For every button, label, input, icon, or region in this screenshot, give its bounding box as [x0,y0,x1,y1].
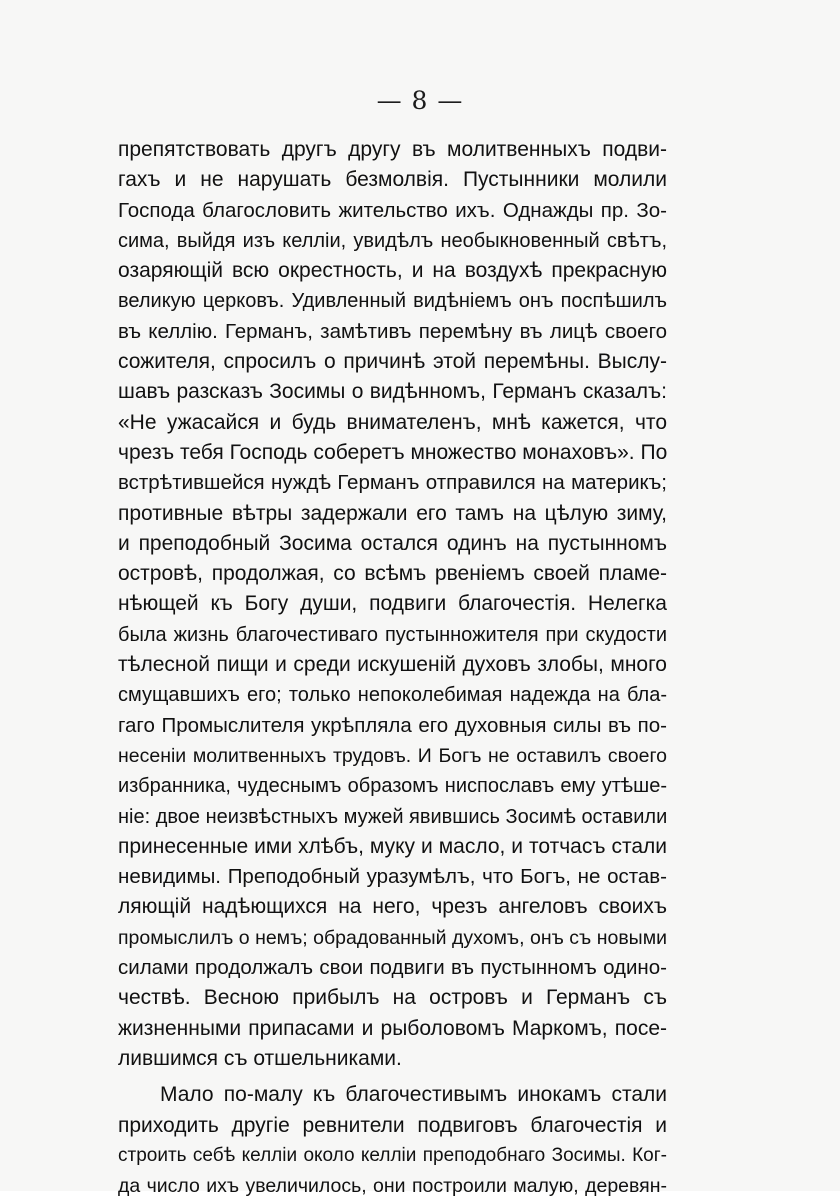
text-line: принесенные ими хлѣбъ, муку и масло, и тотчасъ стали [118,834,667,858]
text-line: гахъ и не нарушать безмолвія. Пустынники молили [118,168,667,192]
text-line: чествѣ. Весною прибылъ на островъ и Германъ съ [118,986,667,1010]
text-line: въ келлію. Германъ, замѣтивъ перемѣну въ лицѣ своего [118,319,667,343]
text-line: чрезъ тебя Господь соберетъ множество монаховъ». По [118,440,668,464]
text-line: гаго Промыслителя укрѣпляла его духовныя силы въ по- [118,713,667,737]
text-line: «Не ужасайся и будь внимателенъ, мнѣ кажется, что [118,410,667,434]
text-line: силами продолжалъ свои подвиги въ пустынномъ одино- [118,956,667,980]
paragraph-1 [118,135,667,1074]
text-line: несеніи молитвенныхъ трудовъ. И Богъ не оставилъ своего [118,744,667,767]
text-line: невидимы. Преподобный уразумѣлъ, что Богъ, не остав- [118,865,667,889]
text-line: Господа благословить жительство ихъ. Однажды пр. Зо- [118,198,667,222]
text-line: ніе: двое неизвѣстныхъ мужей явившись Зосимѣ оставили [118,805,668,828]
text-line: препятствовать другъ другу въ молитвенныхъ подви- [118,138,667,161]
text-line: да число ихъ увеличилось, они построили малую, деревян- [118,1175,667,1198]
text-line: ляющій надѣющихся на него, чрезъ ангеловъ своихъ [118,895,667,919]
text-line: Мало по-малу къ благочестивымъ инокамъ стали [160,1083,667,1107]
paragraph-2 [118,1080,667,1201]
text-line: приходить другіе ревнители подвиговъ благочестія и [118,1113,667,1137]
text-line: сожителя, спросилъ о причинѣ этой перемѣны. Выслу- [118,350,667,374]
text-line: противные вѣтры задержали его тамъ на цѣлую зиму, [118,501,667,525]
text-line: островѣ, продолжая, со всѣмъ рвеніемъ своей пламе- [118,562,667,586]
text-line: жизненными припасами и рыболовомъ Маркомъ, посе- [118,1016,667,1040]
text-line: нѣющей къ Богу души, подвиги благочестія. Нелегка [118,592,667,616]
text-line: была жизнь благочестиваго пустынножителя при скудости [118,623,667,646]
text-line: шавъ разсказъ Зосимы о видѣнномъ, Германъ сказалъ: [118,380,667,404]
text-line: великую церковъ. Удивленный видѣніемъ онъ поспѣшилъ [118,290,667,313]
text-line: тѣлесной пищи и среди искушеній духовъ злобы, много [118,653,667,677]
text-line: лившимся съ отшельниками. [118,1046,402,1070]
text-line: встрѣтившейся нуждѣ Германъ отправился на материкъ; [118,471,667,495]
text-line: промыслилъ о немъ; обрадованный духомъ, онъ съ новыми [118,926,667,949]
text-line: сима, выйдя изъ келліи, увидѣлъ необыкновенный свѣтъ, [118,229,667,252]
page-number: — 8 — [376,86,464,115]
text-line: озаряющій всю окрестность, и на воздухѣ прекрасную [118,259,667,283]
text-line: смущавшихъ его; только непоколебимая надежда на бла- [118,684,667,707]
text-line: строить себѣ келліи около келліи преподобнаго Зосимы. Ког- [118,1144,667,1166]
text-line: избранника, чудеснымъ образомъ ниспославъ ему утѣше- [118,775,667,798]
text-line: и преподобный Зосима остался одинъ на пустынномъ [118,531,667,555]
body-text [118,135,667,1201]
